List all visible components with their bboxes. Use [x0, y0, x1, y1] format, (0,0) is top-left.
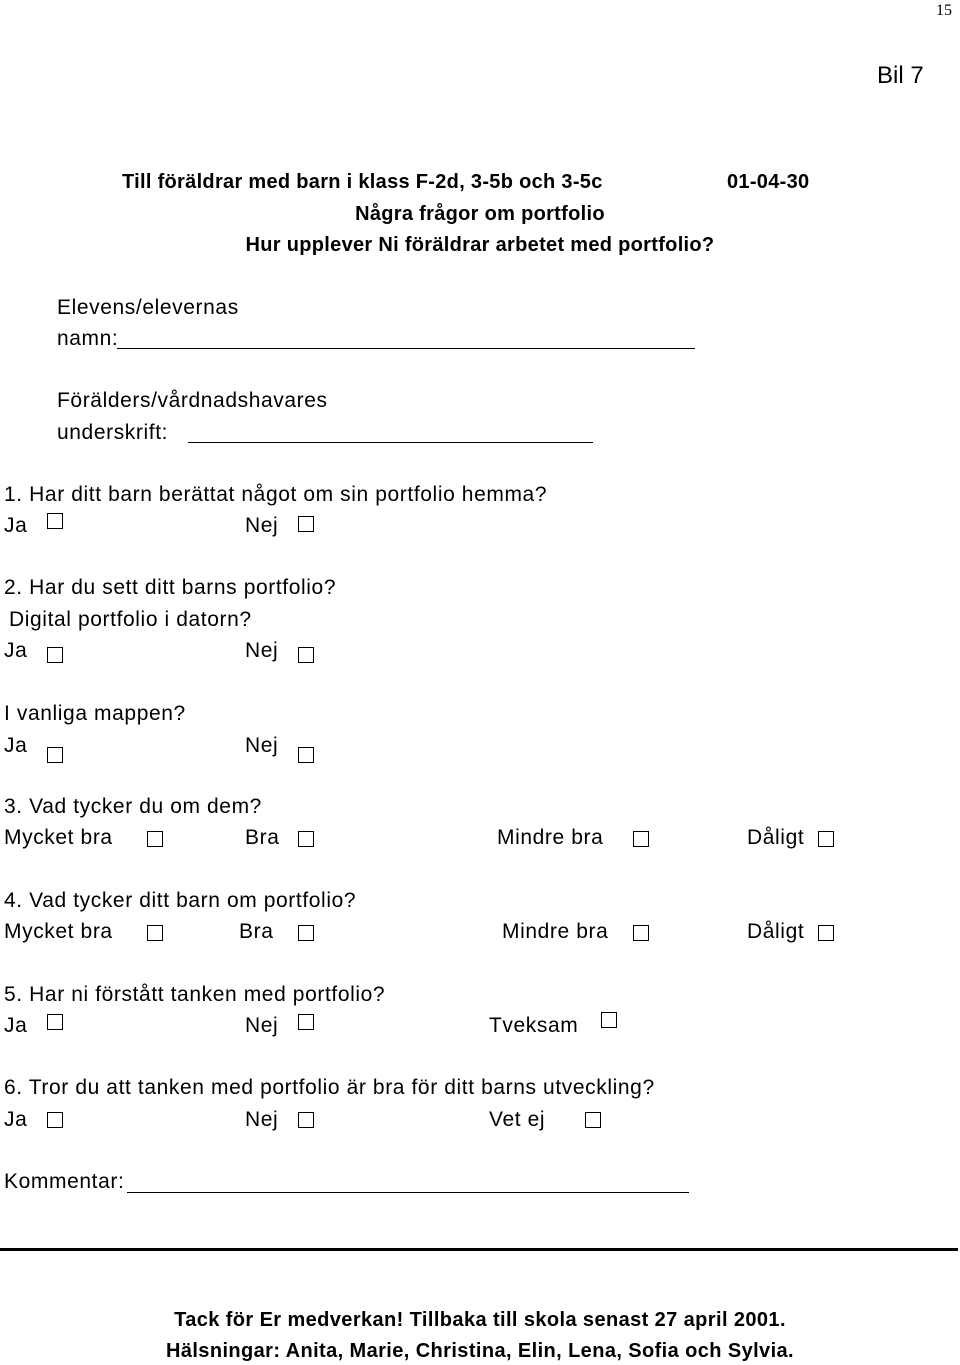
question-2b: I vanliga mappen?: [4, 702, 186, 725]
checkbox-q5-ja[interactable]: [47, 1014, 63, 1030]
appendix-label: Bil 7: [877, 62, 924, 89]
option-label: Nej: [245, 734, 279, 757]
question-4: 4. Vad tycker ditt barn om portfolio?: [4, 889, 357, 912]
option-label: Nej: [245, 639, 279, 662]
checkbox-q3-bra[interactable]: [298, 831, 314, 847]
option-label: Mindre bra: [502, 920, 609, 943]
checkbox-q5-nej[interactable]: [298, 1014, 314, 1030]
option-label: Ja: [4, 1108, 28, 1131]
header-subtitle: Några frågor om portfolio: [355, 203, 605, 225]
checkbox-q2b-ja[interactable]: [47, 747, 63, 763]
option-label: Bra: [239, 920, 274, 943]
checkbox-q6-ja[interactable]: [47, 1112, 63, 1128]
question-3: 3. Vad tycker du om dem?: [4, 795, 262, 818]
question-6: 6. Tror du att tanken med portfolio är bra för ditt barns utveckling?: [4, 1076, 655, 1099]
option-label: Nej: [245, 1108, 279, 1131]
page-number: 15: [936, 2, 952, 19]
option-label: Mycket bra: [4, 826, 113, 849]
checkbox-q3-mycket-bra[interactable]: [147, 831, 163, 847]
comment-label: Kommentar:: [4, 1170, 125, 1193]
option-label: Dåligt: [747, 920, 805, 943]
checkbox-q1-nej[interactable]: [298, 516, 314, 532]
checkbox-q4-mindre-bra[interactable]: [633, 925, 649, 941]
parent-signature-label-1: Förälders/vårdnadshavares: [57, 389, 328, 412]
checkbox-q1-ja[interactable]: [47, 513, 63, 529]
checkbox-q6-nej[interactable]: [298, 1112, 314, 1128]
header-recipients: Till föräldrar med barn i klass F-2d, 3-5b och 3-5c: [122, 171, 603, 193]
checkbox-q3-daligt[interactable]: [818, 831, 834, 847]
student-name-field[interactable]: [117, 348, 695, 349]
question-5: 5. Har ni förstått tanken med portfolio?: [4, 983, 386, 1006]
parent-signature-field[interactable]: [188, 442, 593, 443]
question-1: 1. Har ditt barn berättat något om sin portfolio hemma?: [4, 483, 548, 506]
option-label: Dåligt: [747, 826, 805, 849]
option-label: Ja: [4, 514, 28, 537]
footer-greetings: Hälsningar: Anita, Marie, Christina, Elin, Lena, Sofia och Sylvia.: [165, 1340, 795, 1362]
checkbox-q5-tveksam[interactable]: [601, 1012, 617, 1028]
header-date: 01-04-30: [727, 171, 810, 193]
parent-signature-label-2: underskrift:: [57, 421, 169, 444]
option-label: Mindre bra: [497, 826, 604, 849]
checkbox-q2b-nej[interactable]: [298, 747, 314, 763]
option-label: Vet ej: [489, 1108, 546, 1131]
option-label: Bra: [245, 826, 280, 849]
option-label: Ja: [4, 639, 28, 662]
comment-field[interactable]: [127, 1192, 689, 1193]
checkbox-q2a-nej[interactable]: [298, 647, 314, 663]
checkbox-q6-vet-ej[interactable]: [585, 1112, 601, 1128]
student-name-label-1: Elevens/elevernas: [57, 296, 239, 319]
footer-thanks: Tack för Er medverkan! Tillbaka till skola senast 27 april 2001.: [174, 1309, 786, 1331]
option-label: Ja: [4, 1014, 28, 1037]
option-label: Ja: [4, 734, 28, 757]
question-2: 2. Har du sett ditt barns portfolio?: [4, 576, 337, 599]
option-label: Nej: [245, 514, 279, 537]
checkbox-q2a-ja[interactable]: [47, 647, 63, 663]
footer-divider: [0, 1248, 958, 1251]
checkbox-q4-daligt[interactable]: [818, 925, 834, 941]
checkbox-q4-mycket-bra[interactable]: [147, 925, 163, 941]
option-label: Tveksam: [489, 1014, 579, 1037]
header-question: Hur upplever Ni föräldrar arbetet med portfolio?: [245, 234, 715, 256]
question-2a: Digital portfolio i datorn?: [9, 608, 252, 631]
student-name-label-2: namn:: [57, 327, 119, 350]
checkbox-q3-mindre-bra[interactable]: [633, 831, 649, 847]
checkbox-q4-bra[interactable]: [298, 925, 314, 941]
option-label: Mycket bra: [4, 920, 113, 943]
option-label: Nej: [245, 1014, 279, 1037]
